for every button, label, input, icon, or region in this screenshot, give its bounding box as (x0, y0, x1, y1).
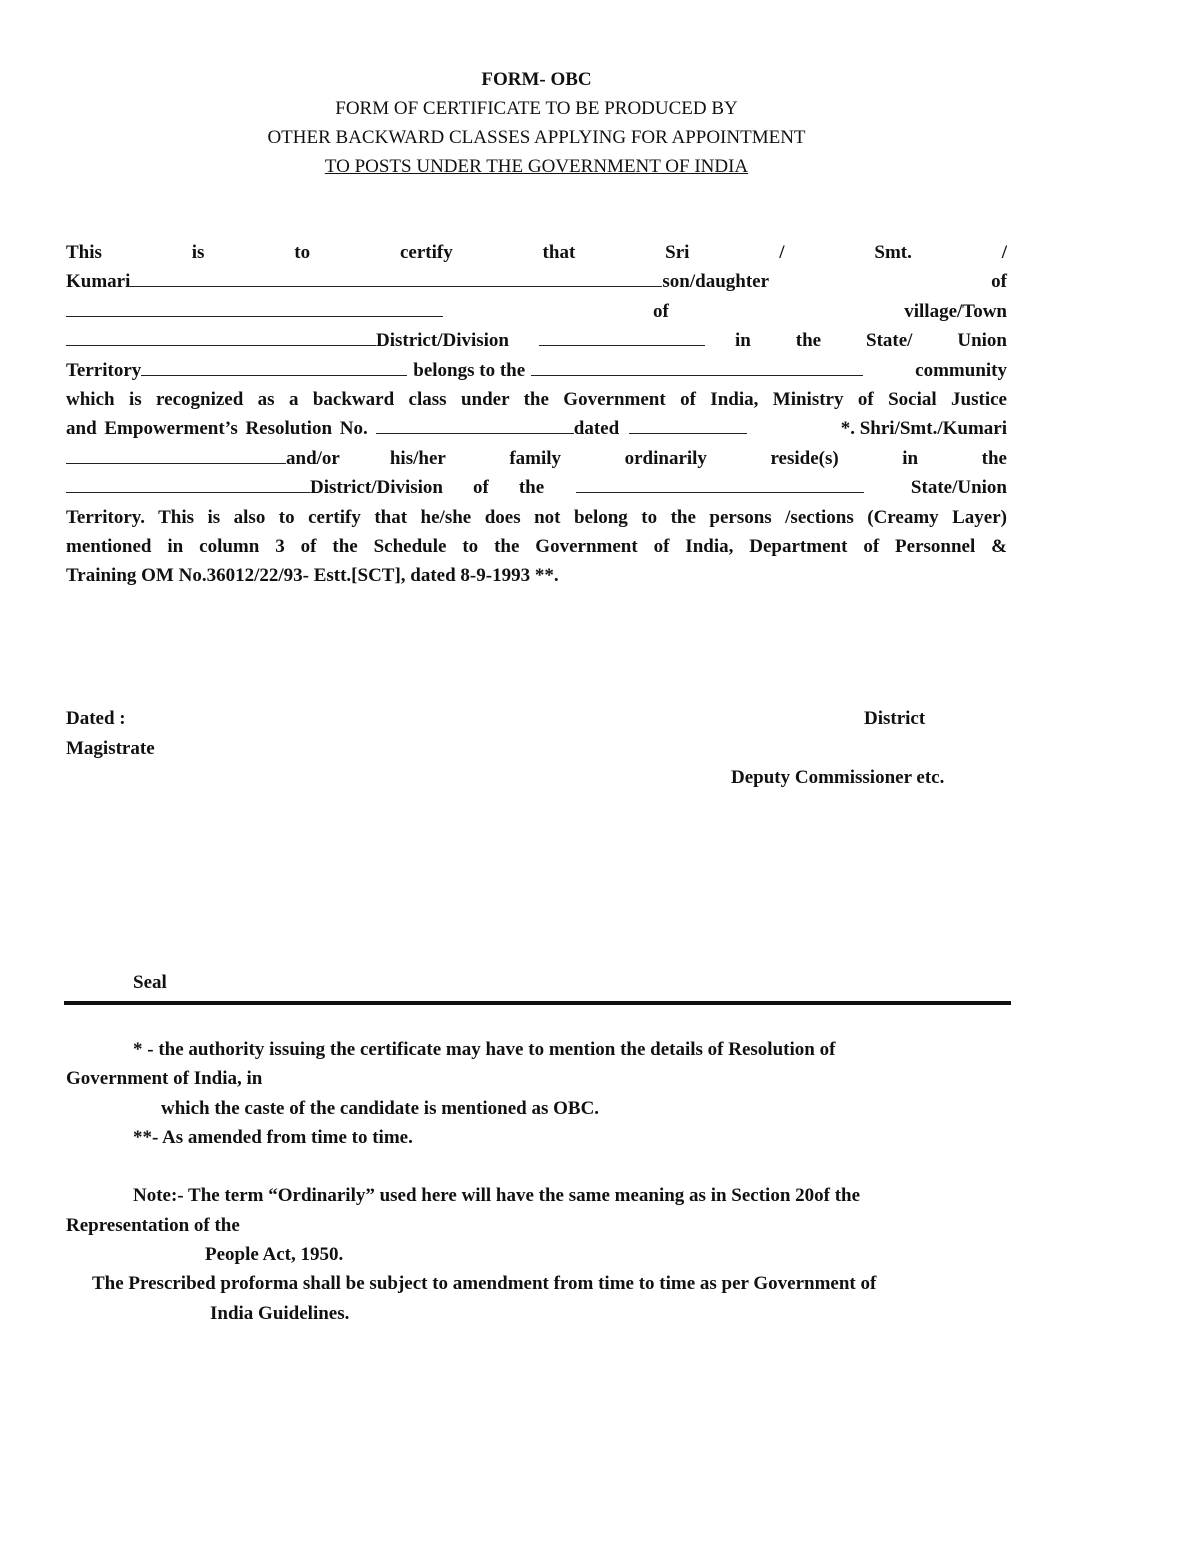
word: reside(s) (770, 447, 839, 469)
word: of (653, 300, 669, 322)
resident-name-blank[interactable] (66, 445, 286, 464)
word: certify (399, 242, 453, 263)
word: / (779, 242, 785, 263)
word: *. Shri/Smt./Kumari (840, 418, 1007, 440)
form-subtitle-line-2: OTHER BACKWARD CLASSES APPLYING FOR APPOINTMENT (267, 127, 806, 148)
note-ordinarily-cont-2: People Act, 1950. (205, 1244, 344, 1266)
cert-line-11: mentioned in column 3 of the Schedule to the Government of India, Department of Personnel & (66, 535, 1007, 557)
word: village/Town (904, 300, 1007, 322)
word: and Empowerment’s Resolution No. (66, 418, 368, 440)
village-blank[interactable] (66, 327, 376, 346)
word: in (735, 330, 751, 352)
word: of (473, 477, 489, 499)
word: ordinarily (624, 447, 707, 469)
cert-line-9 (66, 473, 1007, 502)
cert-line-4 (66, 326, 1007, 355)
cert-line-10: Territory. This is also to certify that he/she does not belong to the persons /sections (Creamy Layer) (66, 506, 1007, 528)
word: the (981, 447, 1007, 469)
word: of (991, 271, 1007, 293)
certificate-body (66, 238, 1007, 591)
note-ordinarily: Note:- The term “Ordinarily” used here will have the same meaning as in Section 20of the (133, 1185, 861, 1207)
word: Smt. (874, 242, 912, 263)
cert-line-1 (66, 238, 1007, 267)
magistrate-label: Magistrate (66, 738, 155, 759)
form-header (66, 66, 1007, 181)
footnote-1-cont-2: which the caste of the candidate is mentioned as OBC. (161, 1097, 600, 1119)
word: belongs to the (413, 359, 526, 381)
word: that (542, 242, 576, 263)
word: This (66, 242, 102, 263)
note-proforma-cont: India Guidelines. (210, 1302, 350, 1324)
cert-line-2 (66, 267, 1007, 296)
word: community (915, 359, 1007, 381)
dated-label: Dated : (66, 708, 126, 729)
cert-line-12: Training OM No.36012/22/93- Estt.[SCT], dated 8-9-1993 **. (66, 565, 559, 587)
word: State/Union (910, 477, 1007, 499)
district-blank[interactable] (539, 327, 705, 346)
footnote-2: **- As amended from time to time. (133, 1126, 413, 1148)
word: and/or (286, 447, 340, 469)
word: State/ (866, 330, 913, 352)
cert-line-8 (66, 444, 1007, 473)
footnote-1: * - the authority issuing the certificate may have to mention the details of Resolution of (133, 1039, 836, 1060)
word: Sri (665, 242, 690, 263)
cert-line-6: which is recognized as a backward class under the Government of India, Ministry of Social Justice (66, 388, 1007, 410)
word: District/Division (376, 330, 509, 352)
word: is (191, 242, 205, 263)
parent-name-blank[interactable] (66, 298, 443, 317)
name-blank[interactable] (130, 268, 662, 287)
deputy-commissioner-label: Deputy Commissioner etc. (731, 767, 945, 788)
word: his/her (389, 447, 446, 469)
footnotes (66, 1035, 1007, 1328)
word: Kumari (66, 271, 131, 293)
seal-label: Seal (133, 972, 167, 993)
resolution-no-blank[interactable] (376, 415, 574, 434)
word: dated (573, 418, 620, 440)
word: Territory (66, 359, 142, 381)
section-divider (64, 1001, 1011, 1005)
word: family (509, 447, 562, 469)
cert-line-7 (66, 414, 1007, 443)
word: District/Division (310, 477, 443, 499)
form-title: FORM- OBC (481, 69, 592, 90)
form-subtitle-line-1: FORM OF CERTIFICATE TO BE PRODUCED BY (335, 98, 738, 119)
resolution-date-blank[interactable] (629, 415, 747, 434)
cert-line-3 (66, 297, 1007, 326)
note-ordinarily-cont: Representation of the (66, 1214, 240, 1236)
word: the (518, 477, 545, 499)
word: in (902, 447, 919, 469)
residence-state-blank[interactable] (576, 474, 864, 493)
residence-district-blank[interactable] (66, 474, 310, 493)
word: Union (957, 330, 1007, 352)
form-subtitle-line-3: TO POSTS UNDER THE GOVERNMENT OF INDIA (324, 156, 749, 177)
word: / (1001, 242, 1007, 263)
note-proforma: The Prescribed proforma shall be subject to amendment from time to time as per Government of (92, 1273, 877, 1295)
cert-line-5 (66, 356, 1007, 385)
community-blank[interactable] (531, 357, 863, 376)
word: the (795, 330, 822, 352)
district-label: District (864, 708, 926, 729)
word: son/daughter (662, 271, 770, 293)
state-blank[interactable] (141, 357, 407, 376)
footnote-1-cont: Government of India, in (66, 1068, 263, 1090)
word: to (294, 242, 311, 263)
